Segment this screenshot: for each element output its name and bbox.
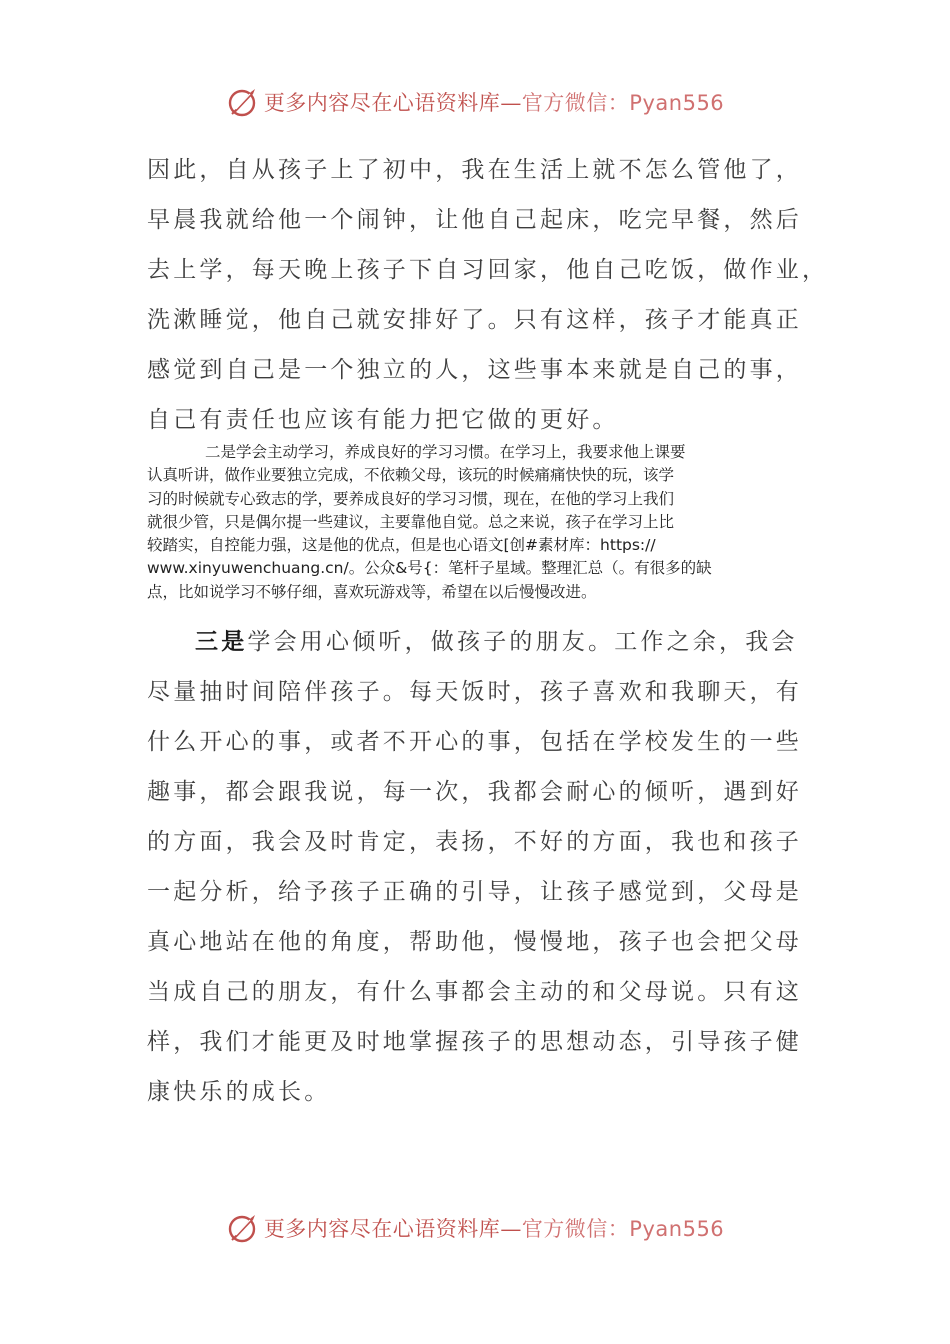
text-line: 当成自己的朋友，有什么事都会主动的和父母说。只有这	[147, 979, 802, 1005]
banner-text	[264, 87, 724, 117]
banner-dash: —	[500, 91, 522, 115]
banner-title: 更多内容尽在心语资料库	[263, 91, 501, 115]
banner-dash: —	[500, 1217, 522, 1241]
text-line: 感觉到自己是一个独立的人，这些事本来就是自己的事，	[147, 357, 802, 383]
paragraph-lead: 三是	[195, 629, 248, 655]
quill-pen-logo-icon	[226, 85, 260, 119]
text-line: 康快乐的成长。	[147, 1079, 331, 1105]
text-line: 习的时候就专心致志的学，要养成良好的学习习惯，现在，在他的学习上我们	[147, 489, 675, 508]
text-line: 点，比如说学习不够仔细，喜欢玩游戏等，希望在以后慢慢改进。	[147, 582, 597, 601]
banner-text	[264, 1213, 724, 1243]
text-line: 的方面，我会及时肯定，表扬，不好的方面，我也和孩子	[147, 829, 802, 855]
header-banner	[0, 82, 950, 122]
footer-banner	[0, 1208, 950, 1248]
text-line: 认真听讲，做作业要独立完成，不依赖父母，该玩的时候痛痛快快的玩，该学	[147, 466, 675, 485]
banner-title: 更多内容尽在心语资料库	[263, 1217, 501, 1241]
text-line: www.xinyuwenchuang.cn/。公众&号{：笔杆子星域。整理汇总（。有很多的缺	[147, 559, 712, 578]
text-line: 较踏实，自控能力强，这是他的优点，但是也心语文[创#素材库：https://	[147, 536, 656, 555]
paragraph-2	[147, 441, 812, 604]
banner-wechat: 官方微信：Pyan556	[521, 91, 725, 115]
quill-pen-logo-icon	[226, 1211, 260, 1245]
paragraph-first-rest: 学会用心倾听，做孩子的朋友。工作之余，我会	[247, 629, 798, 655]
text-line: 一起分析，给予孩子正确的引导，让孩子感觉到，父母是	[147, 879, 802, 905]
paragraph-1	[147, 145, 829, 445]
text-line: 自己有责任也应该有能力把它做的更好。	[147, 407, 619, 433]
text-line: 尽量抽时间陪伴孩子。每天饭时，孩子喜欢和我聊天，有	[147, 679, 802, 705]
text-line: 就很少管，只是偶尔提一些建议，主要靠他自觉。总之来说，孩子在学习上比	[147, 512, 675, 531]
text-line: 因此，自从孩子上了初中，我在生活上就不怎么管他了，	[147, 157, 802, 183]
text-line: 什么开心的事，或者不开心的事，包括在学校发生的一些	[147, 729, 802, 755]
banner-wechat: 官方微信：Pyan556	[521, 1217, 725, 1241]
text-line: 去上学，每天晚上孩子下自习回家，他自己吃饭，做作业，	[147, 257, 829, 283]
text-line	[147, 617, 807, 667]
text-line: 真心地站在他的角度，帮助他，慢慢地，孩子也会把父母	[147, 929, 802, 955]
text-line: 洗漱睡觉，他自己就安排好了。只有这样，孩子才能真正	[147, 307, 802, 333]
text-line: 趣事，都会跟我说，每一次，我都会耐心的倾听，遇到好	[147, 779, 802, 805]
paragraph-3	[147, 617, 807, 1117]
text-line: 早晨我就给他一个闹钟，让他自己起床，吃完早餐，然后	[147, 207, 802, 233]
text-line: 二是学会主动学习，养成良好的学习习惯。在学习上，我要求他上课要	[205, 443, 686, 461]
text-line: 样，我们才能更及时地掌握孩子的思想动态，引导孩子健	[147, 1029, 802, 1055]
